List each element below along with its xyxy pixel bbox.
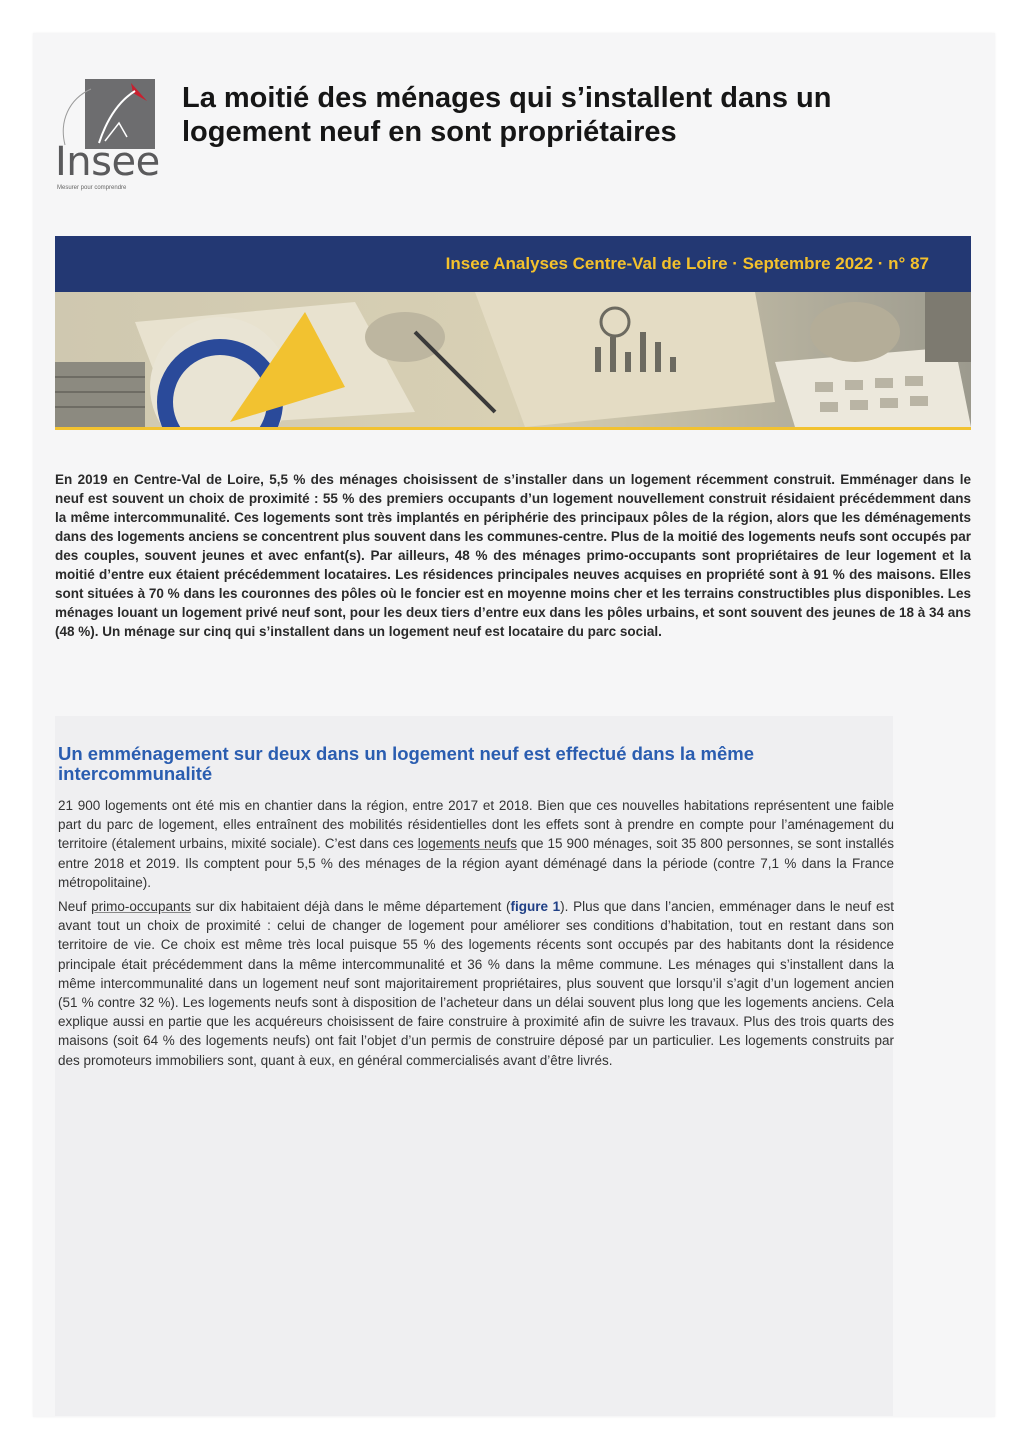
logo-wordmark: Insee xyxy=(55,139,160,185)
abstract: En 2019 en Centre-Val de Loire, 5,5 % des ménages choisissent de s’installer dans un logement récemment construit. Emménager dans le neuf est souvent un choix de proximité : 55 % des premiers occupants d’un logement nouvellement construit résidaient précédemment dans la même intercommunalité. Ces logements sont très implantés en périphérie des principaux pôles de la région, alors que les déménagements dans des logements anciens se concentrent plus souvent dans les communes-centre. Plus de la moitié des logements neufs sont occupés par des couples, souvent jeunes et avec enfant(s). Par ailleurs, 48 % des ménages primo-occupants sont propriétaires de leur logement et la moitié d’entre eux étaient précédemment locataires. Les résidences principales neuves acquises en propriété sont à 91 % des maisons. Elles sont situées à 70 % dans les couronnes des pôles où le foncier est en moyenne moins cher et les terrains constructibles plus disponibles. Les ménages louant un logement privé neuf sont, pour les deux tiers d’entre eux dans les pôles urbains, et sont souvent des jeunes de 18 à 34 ans (48 %). Un ménage sur cinq qui s’installent dans un logement neuf est locataire du parc social. xyxy=(55,472,972,639)
banner-illustration xyxy=(55,292,971,427)
banner-photo-icon xyxy=(55,292,971,427)
figure-1-link[interactable]: figure 1 xyxy=(510,899,561,915)
paragraph-1-text-b: que 15 900 ménages, soit 35 800 personnes, se sont installés entre 2018 et 2019. Ils comptent pour 5,5 % des ménages de la région ayant déménagé dans la période (contre 7,1 % dans la France métropolitaine). xyxy=(58,836,895,890)
publication-series: Insee Analyses Centre-Val de Loire · Septembre 2022 · n° 87 xyxy=(445,254,929,273)
page-title: La moitié des ménages qui s’installent dans un logement neuf en sont propriétaires xyxy=(182,82,832,148)
primo-occupants-link[interactable]: primo-occupants xyxy=(91,899,191,915)
paragraph-2-text-c: ). Plus que dans l’ancien, emménager dans le neuf est avant tout un choix de proximité : celui de changer de logement pour améliorer ses conditions d’habitation, tout en restant dans son territoire de vie. Ce choix est même très local puisque 55 % des logements récents sont occupés par des habitants dont la résidence principale était précédemment dans la même intercommunalité et 36 % dans la même commune. Les ménages qui s’installent dans la même intercommunalité dans un logement neuf sont majoritairement propriétaires, plus souvent que lorsqu’il s’agit d’un logement ancien (51 % contre 32 %). Les logements neufs sont à disposition de l’acheteur dans un délai souvent plus long que les logements anciens. Cela explique aussi en partie que les acquéreurs choisissent de faire construire à proximité afin de suivre les travaux. Plus des trois quarts des maisons (soit 64 % des logements neufs) ont fait l’objet d’un permis de construire déposé par un particulier. Les logements construits par des promoteurs immobiliers sont, quant à eux, en général commercialisés avant d’être livrés. xyxy=(58,899,894,1068)
paragraph-2-text-b: sur dix habitaient déjà dans le même département ( xyxy=(190,899,511,915)
section-heading: Un emménagement sur deux dans un logement neuf est effectué dans la même intercommunalité xyxy=(58,743,754,784)
publication-banner xyxy=(55,236,971,292)
paragraph-2-text-a: Neuf xyxy=(58,899,92,915)
logo-arc-icon xyxy=(55,87,95,147)
article-section xyxy=(55,716,893,1416)
banner-accent-line xyxy=(55,427,971,430)
logements-neufs-link[interactable]: logements neufs xyxy=(417,836,518,852)
paragraph-2 xyxy=(58,897,894,1070)
insee-logo[interactable] xyxy=(55,77,159,197)
paragraph-1 xyxy=(58,796,894,892)
logo-tagline: Mesurer pour comprendre xyxy=(57,185,127,191)
section-body xyxy=(58,796,894,1075)
paragraph-1-text-a: 21 900 logements ont été mis en chantier dans la région, entre 2017 et 2018. Bien que ces nouvelles habitations représentent une faible part du parc de logement, elles entraînent des mobilités résidentielles dont les effets sont à prendre en compte pour l’aménagement du territoire (étalement urbains, mixité sociale). C’est dans ces xyxy=(58,798,894,852)
document-page xyxy=(33,33,995,1417)
